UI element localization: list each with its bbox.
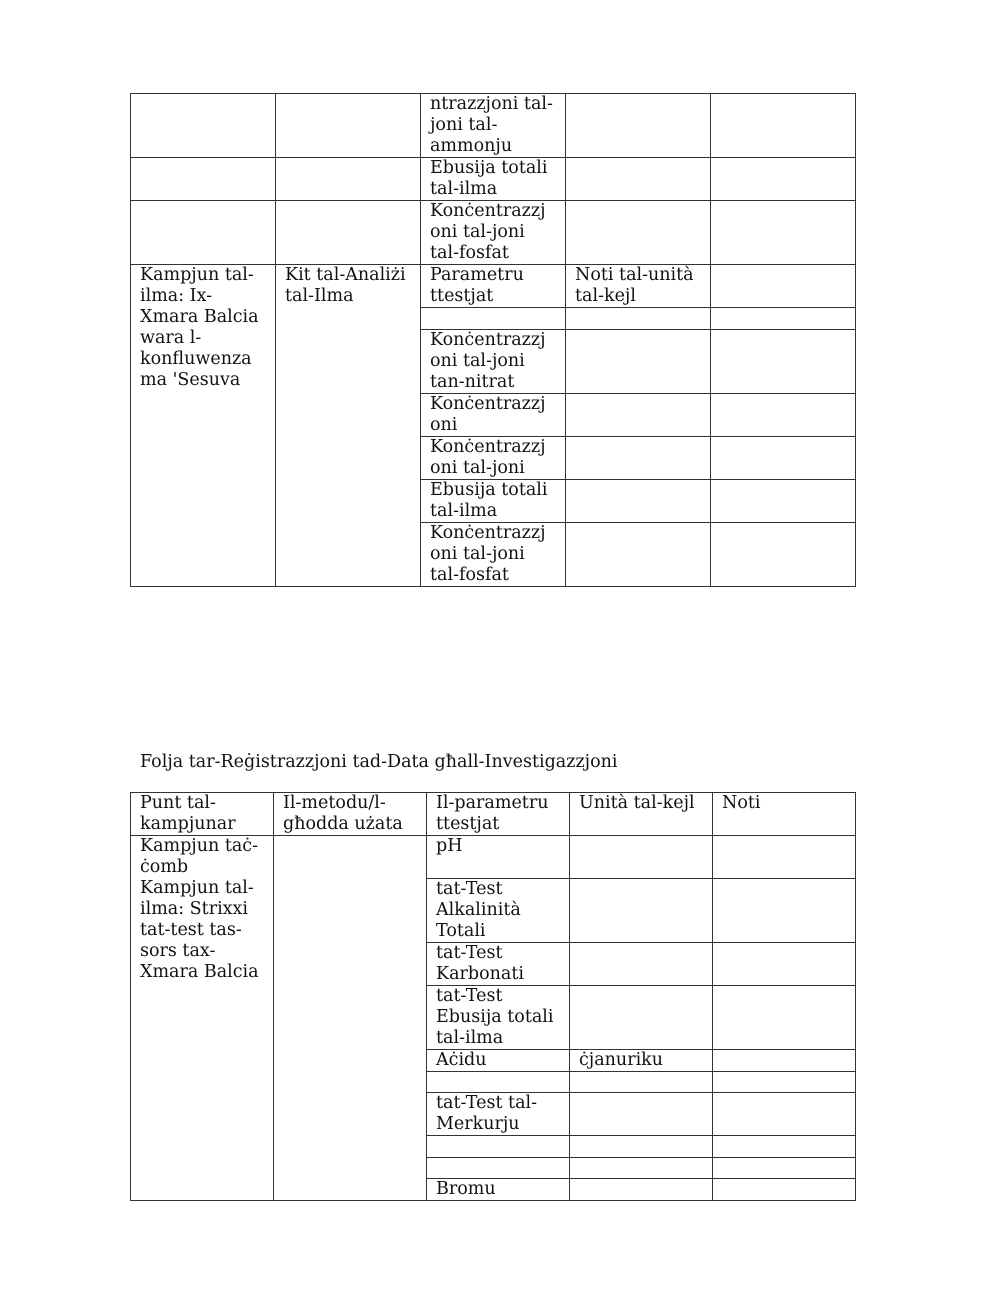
notes-cell [713,1179,856,1201]
units-cell [566,308,711,330]
notes-cell [713,1093,856,1136]
notes-cell [711,265,856,308]
table-caption: Folja tar-Reġistrazzjoni tad-Data għall-Investigazzjoni [140,752,618,772]
units-cell [566,480,711,523]
table-row [131,265,856,308]
table-row [131,94,856,158]
notes-cell [711,308,856,330]
units-cell [570,1093,713,1136]
units-cell [566,394,711,437]
table-row [131,836,856,879]
notes-cell [713,1050,856,1072]
units-cell [566,201,711,265]
notes-cell [711,523,856,587]
method-cell: Kit tal-Analiżi tal-Ilma [276,265,421,587]
parameter-cell: tat-Test Karbonati [427,943,570,986]
parameter-cell: Konċentrazzjoni tal-joni [421,437,566,480]
units-cell [570,1158,713,1179]
header-sample-point: Punt tal-kampjunar [131,793,274,836]
parameter-cell [427,1072,570,1093]
header-notes: Noti [713,793,856,836]
notes-cell [711,201,856,265]
units-cell [566,330,711,394]
parameter-cell: pH [427,836,570,879]
empty-cell [276,94,421,158]
parameter-cell: Konċentrazzjoni [421,394,566,437]
notes-cell [711,158,856,201]
notes-cell [713,1136,856,1158]
notes-cell [713,879,856,943]
units-cell [570,836,713,879]
empty-cell [131,201,276,265]
notes-cell [711,94,856,158]
parameter-cell: Konċentrazzjoni tal-joni tan-nitrat [421,330,566,394]
data-recording-table [130,792,856,1201]
parameter-cell: Bromu [427,1179,570,1201]
empty-cell [131,94,276,158]
parameter-cell: Ebusija totali tal-ilma [421,480,566,523]
parameter-cell: Konċentrazzjoni tal-joni tal-fosfat [421,201,566,265]
units-cell: ċjanuriku [570,1050,713,1072]
units-cell [566,523,711,587]
units-cell [570,1136,713,1158]
units-cell [570,943,713,986]
sample-point-cell: Kampjun taċ-ċomb Kampjun tal-ilma: Strixxi tat-test tas-sors tax-Xmara Balcia [131,836,274,1201]
notes-cell [711,394,856,437]
table-row [131,158,856,201]
header-units: Unità tal-kejl [570,793,713,836]
parameter-cell: Aċidu [427,1050,570,1072]
parameter-cell: Ebusija totali tal-ilma [421,158,566,201]
results-table-continued [130,93,856,587]
notes-cell [713,943,856,986]
parameter-cell: ntrazzjoni tal-joni tal-ammonju [421,94,566,158]
sample-point-cell: Kampjun tal-ilma: Ix-Xmara Balcia wara l-konfluwenza ma 'Sesuva [131,265,276,587]
empty-cell [131,158,276,201]
units-cell [570,1179,713,1201]
notes-cell [713,1158,856,1179]
parameter-header-cell: Parametru ttestjat [421,265,566,308]
notes-cell [711,330,856,394]
parameter-cell [421,308,566,330]
units-header-cell: Noti tal-unità tal-kejl [566,265,711,308]
units-cell [570,986,713,1050]
notes-cell [713,836,856,879]
parameter-cell: Konċentrazzjoni tal-joni tal-fosfat [421,523,566,587]
parameter-cell [427,1136,570,1158]
units-cell [570,879,713,943]
header-parameter: Il-parametru ttestjat [427,793,570,836]
parameter-cell [427,1158,570,1179]
table-row [131,201,856,265]
notes-cell [711,480,856,523]
parameter-cell: tat-Test Ebusija totali tal-ilma [427,986,570,1050]
notes-cell [713,986,856,1050]
units-cell [570,1072,713,1093]
units-cell [566,437,711,480]
header-method: Il-metodu/l-għodda użata [274,793,427,836]
notes-cell [711,437,856,480]
parameter-cell: tat-Test Alkalinità Totali [427,879,570,943]
units-cell [566,158,711,201]
notes-cell [713,1072,856,1093]
method-cell [274,836,427,1201]
parameter-cell: tat-Test tal-Merkurju [427,1093,570,1136]
empty-cell [276,158,421,201]
units-cell [566,94,711,158]
header-row [131,793,856,836]
empty-cell [276,201,421,265]
